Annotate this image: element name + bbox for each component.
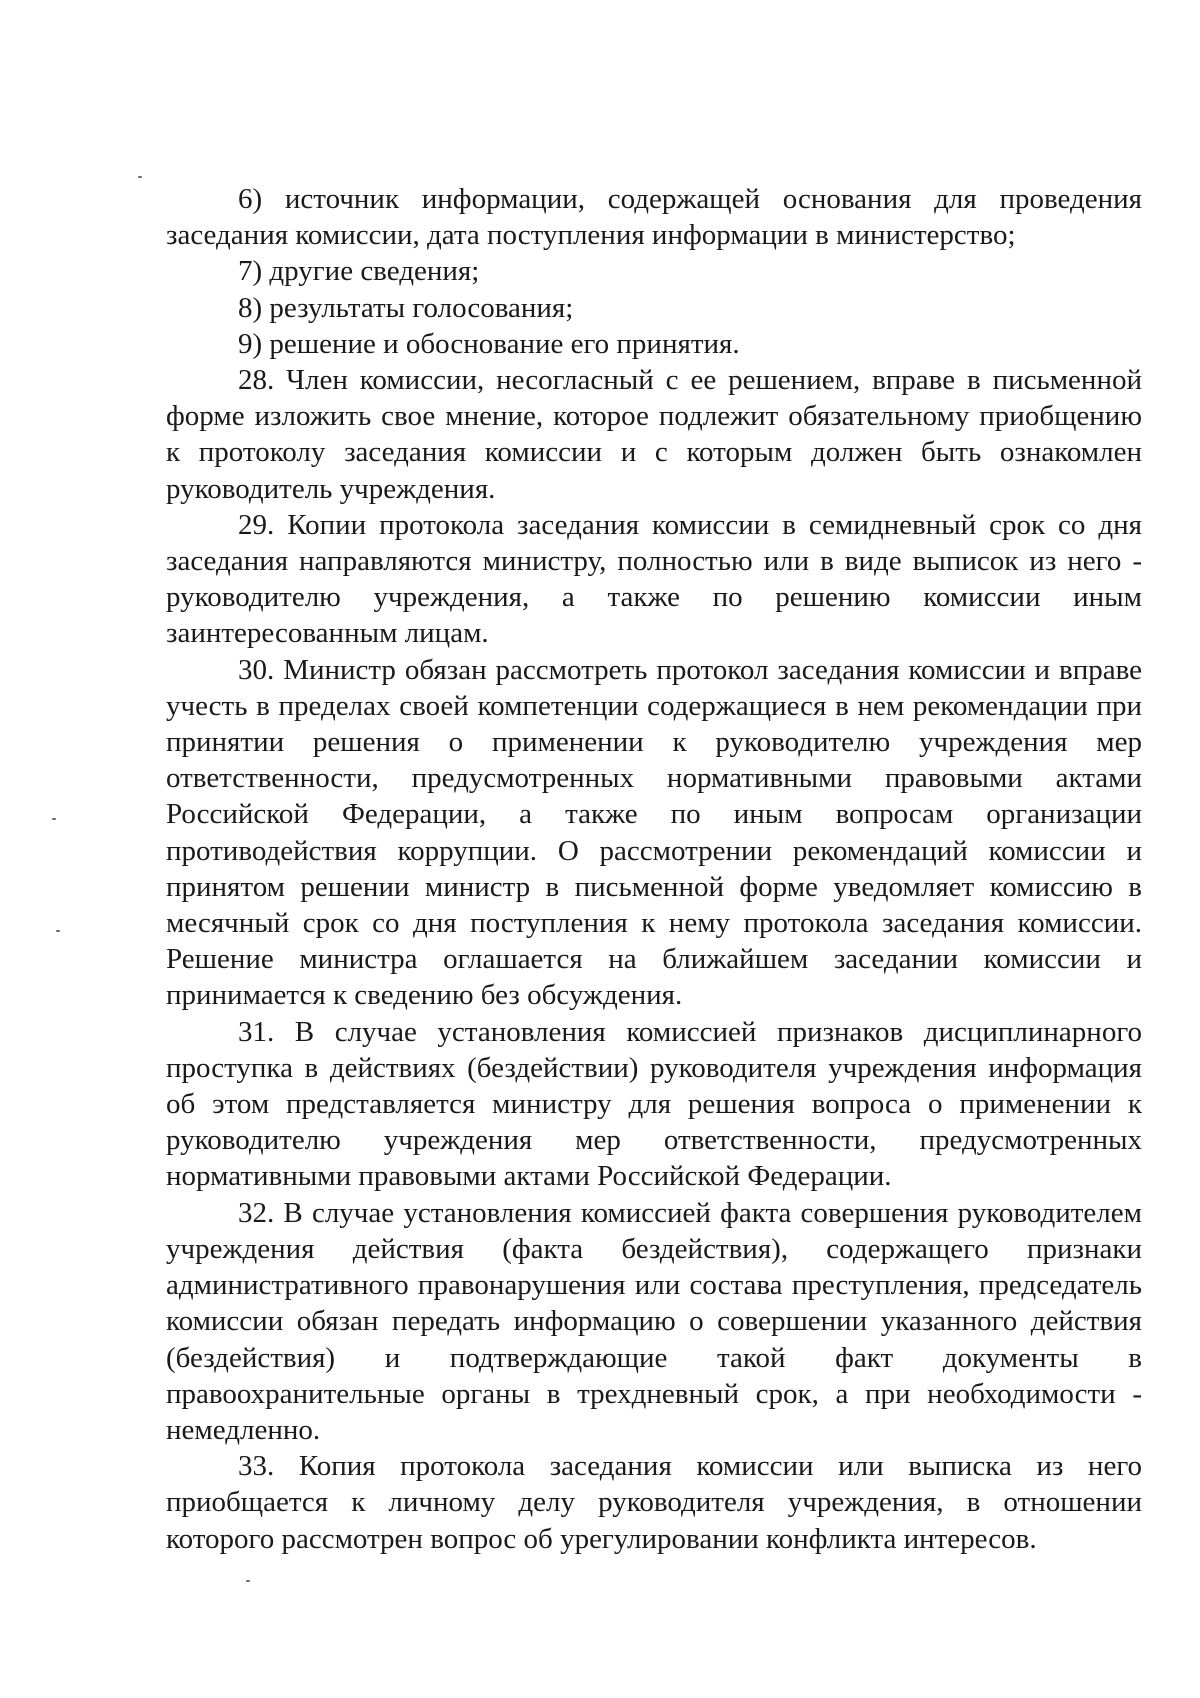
scan-speck bbox=[246, 1580, 250, 1582]
scan-speck bbox=[138, 176, 142, 178]
paragraph-item-8: 8) результаты голосования; bbox=[238, 291, 574, 324]
paragraph-clause-33: 33. Копия протокола заседания комиссии или выписка из него приобщается к личному делу руководителя учреждения, в отношении которого рассмотрен вопрос об урегулировании конфликта интересов. bbox=[166, 1450, 1142, 1555]
paragraph-clause-32: 32. В случае установления комиссией факта совершения руководителем учреждения действия (факта бездействия), содержащего признаки административного правонарушения или состава преступления, председатель комиссии обязан передать информацию о совершении указанного действия (бездействия) и подтверждающие такой факт документы в правоохранительные органы в трехдневный срок, а при необходимости - немедленно. bbox=[166, 1196, 1142, 1446]
scan-speck bbox=[52, 818, 56, 820]
document-body bbox=[166, 181, 1142, 1557]
paragraph-clause-31: 31. В случае установления комиссией признаков дисциплинарного проступка в действиях (бездействии) руководителя учреждения информация об этом представляется министру для решения вопроса о применении к руководителю учреждения мер ответственности, предусмотренных нормативными правовыми актами Российской Федерации. bbox=[166, 1015, 1142, 1193]
paragraph-item-9: 9) решение и обоснование его принятия. bbox=[238, 327, 740, 360]
paragraph-clause-28: 28. Член комиссии, несогласный с ее решением, вправе в письменной форме изложить свое мнение, которое подлежит обязательному приобщению к протоколу заседания комиссии и с которым должен быть ознакомлен руководитель учреждения. bbox=[166, 364, 1142, 505]
paragraph-clause-30: 30. Министр обязан рассмотреть протокол заседания комиссии и вправе учесть в пределах своей компетенции содержащиеся в нем рекомендации при принятии решения о применении к руководителю учреждения мер ответственности, предусмотренных нормативными правовыми актами Российской Федерации, а также по иным вопросам организации противодействия коррупции. О рассмотрении рекомендаций комиссии и принятом решении министр в письменной форме уведомляет комиссию в месячный срок со дня поступления к нему протокола заседания комиссии. Решение министра оглашается на ближайшем заседании комиссии и принимается к сведению без обсуждения. bbox=[166, 653, 1142, 1012]
paragraph-clause-29: 29. Копии протокола заседания комиссии в семидневный срок со дня заседания направляются министру, полностью или в виде выписок из него - руководителю учреждения, а также по решению комиссии иным заинтересованным лицам. bbox=[166, 508, 1142, 650]
paragraph-item-7: 7) другие сведения; bbox=[238, 255, 480, 288]
scan-speck bbox=[56, 930, 60, 932]
paragraph-item-6: 6) источник информации, содержащей основания для проведения заседания комиссии, дата поступления информации в министерство; bbox=[166, 183, 1142, 252]
